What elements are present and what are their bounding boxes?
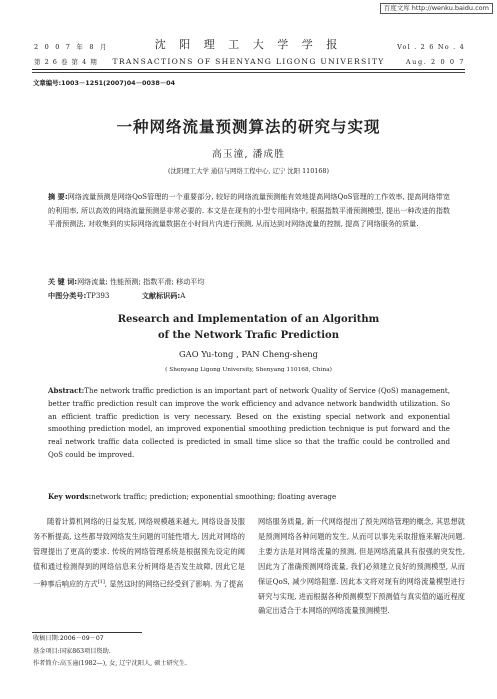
abstract-cn-text: 网络流量预测是网络QoS管理的一个重要部分, 较好的网络流量预测能有效地提高网络QoS管理的工作效率, 提高网络带宽的利用率, 所以高效的网络流量预测是非常必要的. 本文是在现有的小型专用网络中, 根据指数平滑预测模型, 提出一种改进的指数平滑预测法, 对收集到的实际网络流量数据在小时间片内进行预测, 从而达到对网络流量的控制, 提高了网络服务的质量. bbox=[48, 192, 450, 229]
header-vol-no: Vol . 2 6 No . 4 bbox=[397, 43, 465, 51]
body-left-tail: , 显然这时的网络已经受到了影响. 为了提高 bbox=[104, 579, 244, 589]
authors-cn: 高玉潼, 潘成胜 bbox=[211, 149, 285, 160]
keywords-cn bbox=[48, 275, 450, 289]
keywords-cn-label: 关 键 词: bbox=[48, 277, 78, 286]
clc-label: 中图分类号: bbox=[48, 291, 87, 300]
classification-line bbox=[48, 289, 450, 303]
title-cn: 一种网络流量预测算法的研究与实现 bbox=[116, 118, 381, 136]
footnote-author: 作者简介:高玉潼(1982—), 女, 辽宁沈阳人, 硕士研究生. bbox=[33, 660, 187, 667]
keywords-en-text: network traffic; prediction; exponential smoothing; floating average bbox=[91, 492, 337, 501]
watermark-stamp: 百度文库 http://wenku.baidu.com bbox=[380, 3, 493, 14]
journal-title-cn: 沈 阳 理 工 大 学 学 报 bbox=[154, 38, 343, 51]
abstract-cn-label: 摘 要: bbox=[48, 192, 68, 201]
citation-ref: [1] bbox=[97, 578, 105, 585]
doc-code-label: 文献标识码: bbox=[141, 291, 181, 300]
keywords-en-label: Key words: bbox=[48, 492, 92, 501]
header-month-year: Aug. 2 0 0 7 bbox=[405, 58, 465, 66]
header-rule bbox=[32, 69, 465, 70]
footnote-fund: 基金项目:国家863项目资助. bbox=[33, 647, 111, 655]
abstract-cn bbox=[48, 190, 450, 231]
abstract-en-text: The network traffic prediction is an important part of network Quality of Service (QoS) management, better traffic prediction result can improve the work efficiency and advance network bandwidth utilization. So an efficient traffic prediction is very necessary. Besed on the existing special network and exponential smoothing prediction model, an improved exponential smoothing prediction technique is put forward and the real network traffic data collected is predicted in small time slice so that the traffic could be controlled and QoS could be improved. bbox=[48, 386, 450, 459]
body-left-text: 随着计算机网络的日益发展, 网络规模越来越大, 网络设备及服务不断提高, 这些都导致网络发生问题的可能性增大, 因此对网络的管理提出了更高的要求. 传统的网络管理系统是根据预先设定的阈值和通过检测得到的网络信息来分析网络是否发生故障, 因此它是一种事后响应的方式 bbox=[33, 517, 245, 589]
journal-title-en: TRANSACTIONS OF SHENYANG LIGONG UNIVERSITY bbox=[112, 57, 385, 66]
doc-code-value: A bbox=[180, 291, 186, 300]
footnotes bbox=[33, 633, 248, 671]
abstract-en bbox=[48, 385, 450, 462]
abstract-en-label: Abstract: bbox=[48, 386, 85, 395]
keywords-cn-text: 网络流量; 性能预测; 指数平滑; 移动平均 bbox=[77, 277, 205, 286]
title-en-line1: Research and Implementation of an Algorithm bbox=[117, 314, 380, 325]
article-id: 文章编号:1003－1251(2007)04－0038－04 bbox=[33, 79, 176, 87]
clc-value: TP393 bbox=[86, 291, 110, 300]
title-en-line2: of the Network Trafic Prediction bbox=[158, 330, 339, 341]
header-rule-thin bbox=[32, 72, 465, 73]
keywords-en bbox=[48, 491, 450, 504]
footnote-received: 收稿日期:2006－09－07 bbox=[33, 635, 104, 642]
affiliation-en: ( Shenyang Ligong University, Shenyang 110168, China) bbox=[165, 367, 332, 373]
authors-en: GAO Yu-tong , PAN Cheng-sheng bbox=[178, 349, 319, 359]
header-date: 2 0 0 7 年 8 月 bbox=[34, 43, 109, 51]
body-right-column: 网络服务质量, 新一代网络提出了预先网络管理的概念, 其思想就是预测网络各种问题的发生, 从而可以事先采取措施来解决问题. 主要方法是对网络流量的预测, 但是网络流量具有很强的突发性, 因此为了准确预测网络流量, 我们必须建立良好的预测模型, 从而保证QoS, 减少网络阻塞. 因此本文将对现有的网络流量模型进行研究与实现, 进而根据各种预测模型下预测值与真实值的逼近程度确定出适合于本网络的网络流量预测模型. bbox=[258, 517, 465, 616]
header-volume-issue: 第 2 6 卷 第 4 期 bbox=[34, 58, 98, 66]
body-left-column bbox=[33, 515, 245, 592]
affiliation-cn: (沈阳理工大学 通信与网络工程中心, 辽宁 沈阳 110168) bbox=[168, 167, 329, 175]
